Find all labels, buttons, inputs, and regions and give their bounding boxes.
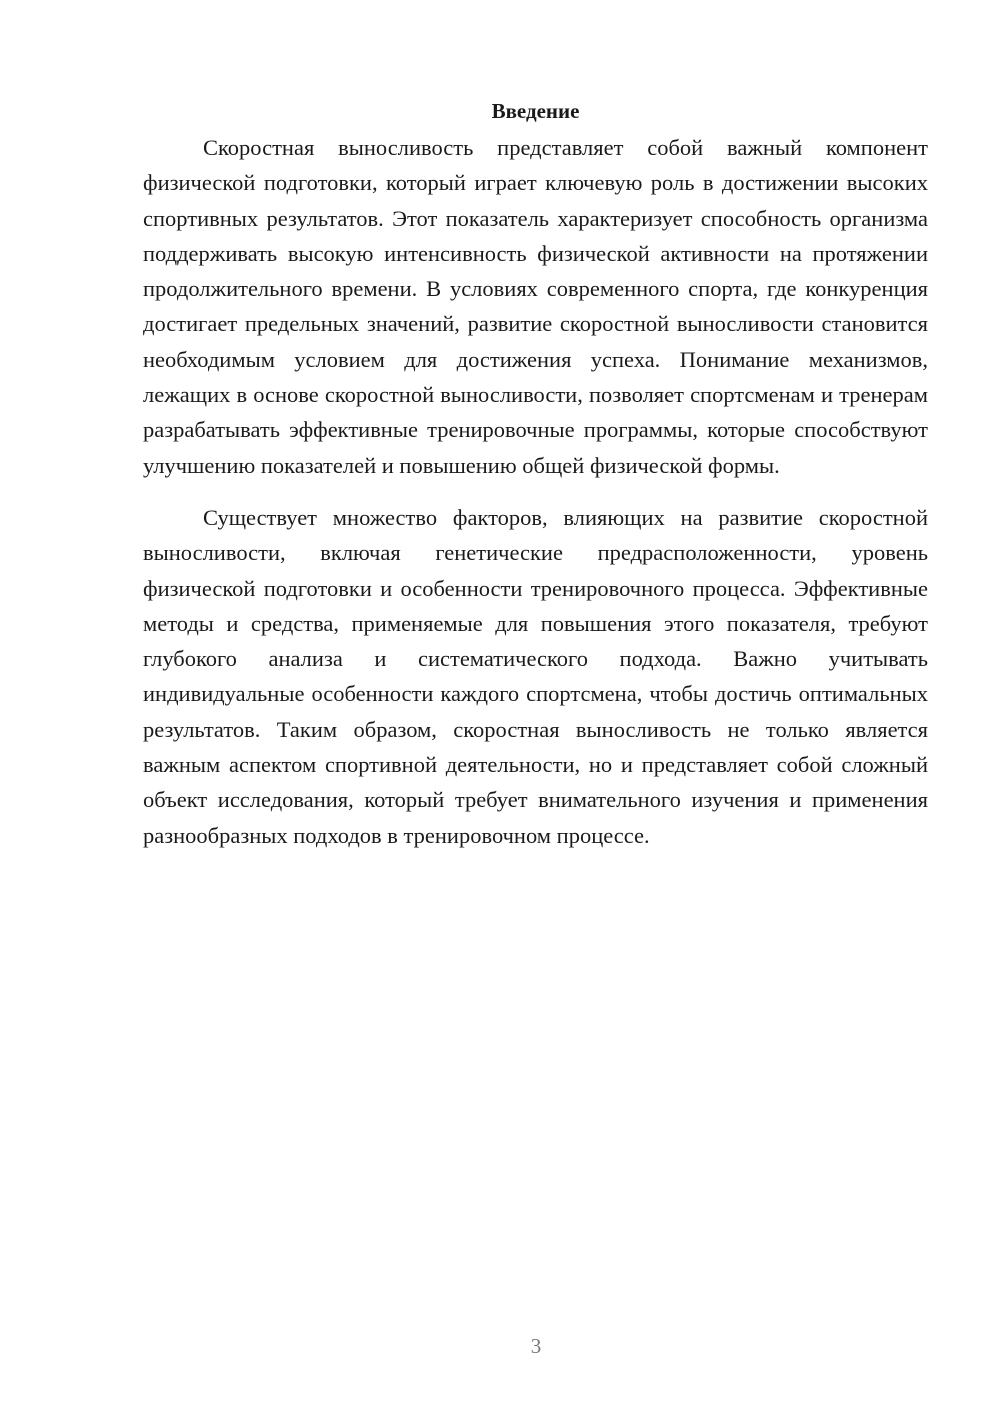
- paragraph-1: Скоростная выносливость представляет собой важный компонент физической подготовки, который играет ключевую роль в достижении высоких спортивных результатов. Этот показатель характеризует способность организма поддерживать высокую интенсивность физической активности на протяжении продолжительного времени. В условиях современного спорта, где конкуренция достигает предельных значений, развитие скоростной выносливости становится необходимым условием для достижения успеха. Понимание механизмов, лежащих в основе скоростной выносливости, позволяет спортсменам и тренерам разрабатывать эффективные тренировочные программы, которые способствуют улучшению показателей и повышению общей физической формы.: [143, 135, 928, 478]
- page-content: [143, 96, 928, 853]
- paragraph-2: Существует множество факторов, влияющих на развитие скоростной выносливости, включая генетические предрасположенности, уровень физической подготовки и особенности тренировочного процесса. Эффективные методы и средства, применяемые для повышения этого показателя, требуют глубокого анализа и систематического подхода. Важно учитывать индивидуальные особенности каждого спортсмена, чтобы достичь оптимальных результатов. Таким образом, скоростная выносливость не только является важным аспектом спортивной деятельности, но и представляет собой сложный объект исследования, который требует внимательного изучения и применения разнообразных подходов в тренировочном процессе.: [143, 504, 928, 848]
- section-heading: Введение: [491, 99, 580, 123]
- page-number: 3: [530, 1334, 542, 1358]
